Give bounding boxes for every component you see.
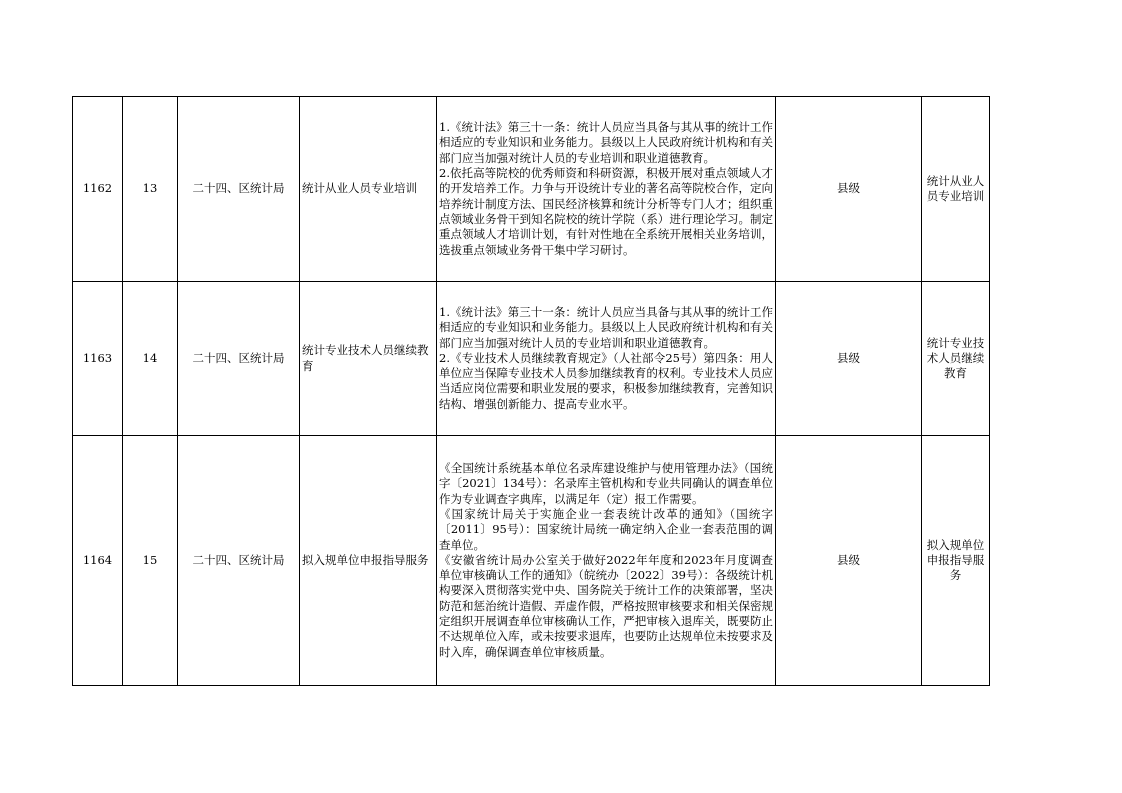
row-basis — [437, 282, 776, 436]
row-item: 统计专业技术人员继续教育 — [300, 282, 437, 436]
row-content-text: 统计专业技术人员继续教育 — [926, 335, 985, 381]
row-content-text: 拟入规单位申报指导服务 — [926, 537, 985, 583]
basis-paragraph: 1.《统计法》第三十一条：统计人员应当具备与其从事的统计工作相适应的专业知识和业务能力。县级以上人民政府统计机构和有关部门应当加强对统计人员的专业培训和职业道德教育。 — [439, 304, 773, 350]
basis-paragraph: 《安徽省统计局办公室关于做好2022年年度和2023年月度调查单位审核确认工作的通知》（皖统办〔2022〕39号）：各级统计机构要深入贯彻落实党中央、国务院关于统计工作的决策部署，坚决防范和惩治统计造假、弄虚作假，严格按照审核要求和相关保密规定组织开展调查单位审核确认工作，严把审核入退库关，既要防止不达规单位入库，或未按要求退库，也要防止达规单位未按要求及时入库，确保调查单位审核质量。 — [439, 552, 773, 659]
table-row — [73, 436, 990, 686]
row-basis — [437, 436, 776, 686]
row-content — [922, 282, 990, 436]
row-dept: 二十四、区统计局 — [178, 97, 300, 282]
basis-paragraph: 1.《统计法》第三十一条：统计人员应当具备与其从事的统计工作相适应的专业知识和业务能力。县级以上人民政府统计机构和有关部门应当加强对统计人员的专业培训和职业道德教育。 — [439, 120, 773, 165]
row-basis — [437, 97, 776, 282]
row-dept: 二十四、区统计局 — [178, 436, 300, 686]
row-content — [922, 436, 990, 686]
table-row — [73, 97, 990, 282]
row-content — [922, 97, 990, 282]
row-id: 1162 — [73, 97, 123, 282]
row-level: 县级 — [776, 436, 922, 686]
table-row — [73, 282, 990, 436]
row-dept: 二十四、区统计局 — [178, 282, 300, 436]
row-item: 统计从业人员专业培训 — [300, 97, 437, 282]
service-list-table — [72, 96, 990, 686]
basis-paragraph: 《全国统计系统基本单位名录库建设维护与使用管理办法》（国统字〔2021〕134号）：名录库主管机构和专业共同确认的调查单位作为专业调查字典库，以满足年（定）报工作需要。 — [439, 461, 773, 506]
row-level: 县级 — [776, 97, 922, 282]
row-item: 拟入规单位申报指导服务 — [300, 436, 437, 686]
basis-paragraph: 2.依托高等院校的优秀师资和科研资源，积极开展对重点领域人才的开发培养工作。力争与开设统计专业的著名高等院校合作，定向培养统计制度方法、国民经济核算和统计分析等专门人才；组织重点领域业务骨干到知名院校的统计学院（系）进行理论学习。制定重点领域人才培训计划，有针对性地在全系统开展相关业务培训，选拔重点领域业务骨干集中学习研讨。 — [439, 166, 773, 257]
row-content-text: 统计从业人员专业培训 — [926, 173, 985, 203]
basis-paragraph: 《国家统计局关于实施企业一套表统计改革的通知》（国统字〔2011〕95号）：国家统计局统一确定纳入企业一套表范围的调查单位。 — [439, 506, 773, 552]
row-seq: 15 — [123, 436, 178, 686]
row-id: 1164 — [73, 436, 123, 686]
row-seq: 13 — [123, 97, 178, 282]
row-seq: 14 — [123, 282, 178, 436]
basis-paragraph: 2.《专业技术人员继续教育规定》（人社部令25号）第四条：用人单位应当保障专业技术人员参加继续教育的权利。专业技术人员应当适应岗位需要和职业发展的要求，积极参加继续教育，完善知识结构、增强创新能力、提高专业水平。 — [439, 350, 773, 411]
row-id: 1163 — [73, 282, 123, 436]
row-level: 县级 — [776, 282, 922, 436]
